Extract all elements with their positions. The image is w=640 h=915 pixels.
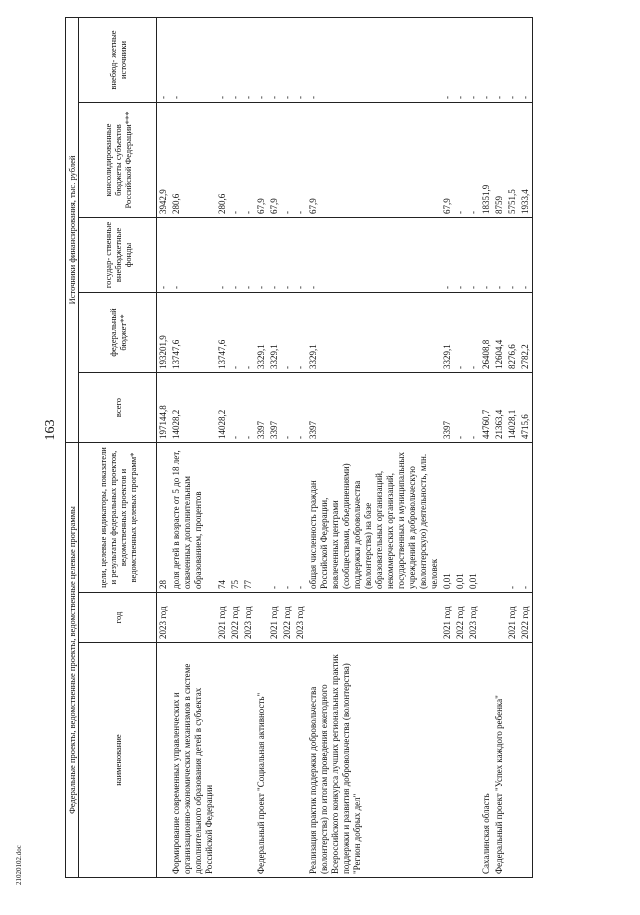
- name-cell: [441, 643, 454, 878]
- extrabudget-cell: -: [255, 17, 268, 102]
- financing-table: [65, 17, 533, 878]
- extrabudget-cell: -: [216, 17, 229, 102]
- total-cell: 21363,4: [493, 373, 506, 443]
- state-funds-cell: -: [242, 218, 255, 293]
- table-row: [229, 17, 242, 877]
- name-cell: Формирование современных управленческих и организационно-экономических механизмов в системе дополнительного образования детей в субъектах Российской Федерации: [170, 643, 216, 878]
- document-code: 21020102.doc: [15, 845, 23, 885]
- year-cell: 2021 год: [441, 593, 454, 643]
- federal-budget-cell: -: [229, 293, 242, 373]
- year-cell: 2023 год: [294, 593, 307, 643]
- state-funds-cell: -: [216, 218, 229, 293]
- name-cell: [281, 643, 294, 878]
- table-row: [268, 17, 281, 877]
- name-cell: [506, 643, 519, 878]
- total-cell: 3397: [255, 373, 268, 443]
- table-row: [157, 17, 171, 877]
- state-funds-cell: -: [506, 218, 519, 293]
- total-cell: -: [229, 373, 242, 443]
- extrabudget-cell: -: [441, 17, 454, 102]
- federal-budget-cell: 3329,1: [268, 293, 281, 373]
- header-year: год: [79, 593, 157, 643]
- year-cell: [493, 593, 506, 643]
- federal-budget-cell: 193201,9: [157, 293, 171, 373]
- state-funds-cell: -: [493, 218, 506, 293]
- name-cell: Сахалинская область: [480, 643, 493, 878]
- indicator-cell: 28: [157, 443, 171, 593]
- federal-budget-cell: -: [281, 293, 294, 373]
- indicator-cell: [480, 443, 493, 593]
- table-header: [66, 17, 157, 877]
- consolidated-cell: 67,9: [441, 103, 454, 218]
- state-funds-cell: -: [467, 218, 480, 293]
- year-cell: [480, 593, 493, 643]
- table-body: [157, 17, 533, 877]
- indicator-cell: доля детей в возрасте от 5 до 18 лет, охваченных дополнительным образованием, процентов: [170, 443, 216, 593]
- header-group-projects: Федеральные проекты, ведомственные проекты, ведомственные целевые программы: [66, 443, 79, 878]
- consolidated-cell: 1933,4: [519, 103, 533, 218]
- name-cell: [216, 643, 229, 878]
- year-cell: 2022 год: [454, 593, 467, 643]
- header-total: всего: [79, 373, 157, 443]
- year-cell: 2023 год: [157, 593, 171, 643]
- total-cell: -: [454, 373, 467, 443]
- year-cell: 2021 год: [506, 593, 519, 643]
- state-funds-cell: -: [294, 218, 307, 293]
- year-cell: [307, 593, 441, 643]
- total-cell: 14028,1: [506, 373, 519, 443]
- table-row: [255, 17, 268, 877]
- header-extrabudget: внебюд- жетные источники: [79, 17, 157, 102]
- total-cell: 3397: [268, 373, 281, 443]
- year-cell: 2021 год: [268, 593, 281, 643]
- federal-budget-cell: 3329,1: [441, 293, 454, 373]
- extrabudget-cell: -: [242, 17, 255, 102]
- indicator-cell: -: [281, 443, 294, 593]
- year-cell: 2022 год: [519, 593, 533, 643]
- total-cell: -: [467, 373, 480, 443]
- table-row: [480, 17, 493, 877]
- year-cell: 2022 год: [229, 593, 242, 643]
- extrabudget-cell: -: [506, 17, 519, 102]
- consolidated-cell: -: [242, 103, 255, 218]
- name-cell: [454, 643, 467, 878]
- name-cell: [519, 643, 533, 878]
- state-funds-cell: -: [157, 218, 171, 293]
- state-funds-cell: -: [454, 218, 467, 293]
- total-cell: 14028,2: [170, 373, 216, 443]
- consolidated-cell: 18351,9: [480, 103, 493, 218]
- federal-budget-cell: 8276,6: [506, 293, 519, 373]
- table-row: [467, 17, 480, 877]
- extrabudget-cell: -: [229, 17, 242, 102]
- consolidated-cell: 5751,5: [506, 103, 519, 218]
- federal-budget-cell: -: [454, 293, 467, 373]
- total-cell: 3397: [307, 373, 441, 443]
- extrabudget-cell: -: [281, 17, 294, 102]
- state-funds-cell: -: [519, 218, 533, 293]
- total-cell: 197144,8: [157, 373, 171, 443]
- rotated-table-page: [65, 18, 585, 878]
- table-row: [519, 17, 533, 877]
- header-name: наименование: [79, 643, 157, 878]
- year-cell: [170, 593, 216, 643]
- state-funds-cell: -: [170, 218, 216, 293]
- total-cell: -: [294, 373, 307, 443]
- indicator-cell: 0,01: [467, 443, 480, 593]
- federal-budget-cell: 3329,1: [255, 293, 268, 373]
- indicator-cell: [255, 443, 268, 593]
- table-row: [242, 17, 255, 877]
- state-funds-cell: -: [307, 218, 441, 293]
- indicator-cell: общая численность граждан Российской Федерации, вовлеченных центрами (сообществами, объединениями) поддержки добровольчества (волонтерства) на базе образовательных организаций, некоммерческих организаций, государственных и муниципальных учреждений в добровольческую (волонтерскую) деятельность, млн. человек: [307, 443, 441, 593]
- federal-budget-cell: 13747,6: [216, 293, 229, 373]
- indicator-cell: -: [519, 443, 533, 593]
- consolidated-cell: 67,9: [255, 103, 268, 218]
- federal-budget-cell: -: [467, 293, 480, 373]
- extrabudget-cell: -: [454, 17, 467, 102]
- table-row: [454, 17, 467, 877]
- extrabudget-cell: -: [294, 17, 307, 102]
- header-consolidated: консолидированные бюджеты субъектов Российской Федерации***: [79, 103, 157, 218]
- total-cell: 14028,2: [216, 373, 229, 443]
- consolidated-cell: 3942,9: [157, 103, 171, 218]
- indicator-cell: 0,01: [441, 443, 454, 593]
- state-funds-cell: -: [229, 218, 242, 293]
- indicator-cell: [493, 443, 506, 593]
- consolidated-cell: 280,6: [216, 103, 229, 218]
- federal-budget-cell: -: [242, 293, 255, 373]
- year-cell: 2023 год: [242, 593, 255, 643]
- indicator-cell: 74: [216, 443, 229, 593]
- consolidated-cell: -: [281, 103, 294, 218]
- header-state-funds: государ- ственные внебюджетные фонды: [79, 218, 157, 293]
- extrabudget-cell: -: [467, 17, 480, 102]
- extrabudget-cell: -: [307, 17, 441, 102]
- name-cell: [242, 643, 255, 878]
- indicator-cell: -: [294, 443, 307, 593]
- consolidated-cell: 8759: [493, 103, 506, 218]
- federal-budget-cell: 3329,1: [307, 293, 441, 373]
- table-row: [281, 17, 294, 877]
- header-federal-budget: федеральный бюджет**: [79, 293, 157, 373]
- federal-budget-cell: 12604,4: [493, 293, 506, 373]
- total-cell: -: [281, 373, 294, 443]
- table-row: [170, 17, 216, 877]
- extrabudget-cell: -: [157, 17, 171, 102]
- consolidated-cell: -: [294, 103, 307, 218]
- page-number: 163: [43, 419, 58, 441]
- extrabudget-cell: -: [493, 17, 506, 102]
- total-cell: -: [242, 373, 255, 443]
- total-cell: 3397: [441, 373, 454, 443]
- total-cell: 4715,6: [519, 373, 533, 443]
- federal-budget-cell: 26408,8: [480, 293, 493, 373]
- name-cell: Федеральный проект "Успех каждого ребенка": [493, 643, 506, 878]
- federal-budget-cell: 13747,6: [170, 293, 216, 373]
- state-funds-cell: -: [255, 218, 268, 293]
- table-row: [506, 17, 519, 877]
- name-cell: [157, 643, 171, 878]
- state-funds-cell: -: [480, 218, 493, 293]
- state-funds-cell: -: [268, 218, 281, 293]
- federal-budget-cell: -: [294, 293, 307, 373]
- state-funds-cell: -: [281, 218, 294, 293]
- consolidated-cell: 67,9: [307, 103, 441, 218]
- table-row: [493, 17, 506, 877]
- consolidated-cell: -: [454, 103, 467, 218]
- name-cell: Федеральный проект "Социальная активность": [255, 643, 268, 878]
- name-cell: [268, 643, 281, 878]
- extrabudget-cell: -: [519, 17, 533, 102]
- name-cell: [467, 643, 480, 878]
- name-cell: [229, 643, 242, 878]
- consolidated-cell: 280,6: [170, 103, 216, 218]
- year-cell: [255, 593, 268, 643]
- extrabudget-cell: -: [170, 17, 216, 102]
- name-cell: Реализация практик поддержки добровольчества (волонтерства) по итогам проведения ежегодного Всероссийского конкурса лучших региональных практик поддержки и развития добровольчества (волонтерства) "Регион добрых дел": [307, 643, 441, 878]
- total-cell: 44760,7: [480, 373, 493, 443]
- extrabudget-cell: -: [268, 17, 281, 102]
- consolidated-cell: -: [467, 103, 480, 218]
- table-row: [307, 17, 441, 877]
- indicator-cell: -: [268, 443, 281, 593]
- year-cell: 2022 год: [281, 593, 294, 643]
- name-cell: [294, 643, 307, 878]
- indicator-cell: 75: [229, 443, 242, 593]
- header-group-sources: Источники финансирования, тыс. рублей: [66, 17, 79, 442]
- state-funds-cell: -: [441, 218, 454, 293]
- table-row: [441, 17, 454, 877]
- federal-budget-cell: 2782,2: [519, 293, 533, 373]
- indicator-cell: -: [506, 443, 519, 593]
- table-row: [294, 17, 307, 877]
- table-row: [216, 17, 229, 877]
- header-indicators: цели, целевые индикаторы, показатели и результаты федеральных проектов, ведомственных проектов и ведомственных целевых программ*: [79, 443, 157, 593]
- consolidated-cell: 67,9: [268, 103, 281, 218]
- indicator-cell: 77: [242, 443, 255, 593]
- year-cell: 2023 год: [467, 593, 480, 643]
- consolidated-cell: -: [229, 103, 242, 218]
- extrabudget-cell: -: [480, 17, 493, 102]
- year-cell: 2021 год: [216, 593, 229, 643]
- indicator-cell: 0,01: [454, 443, 467, 593]
